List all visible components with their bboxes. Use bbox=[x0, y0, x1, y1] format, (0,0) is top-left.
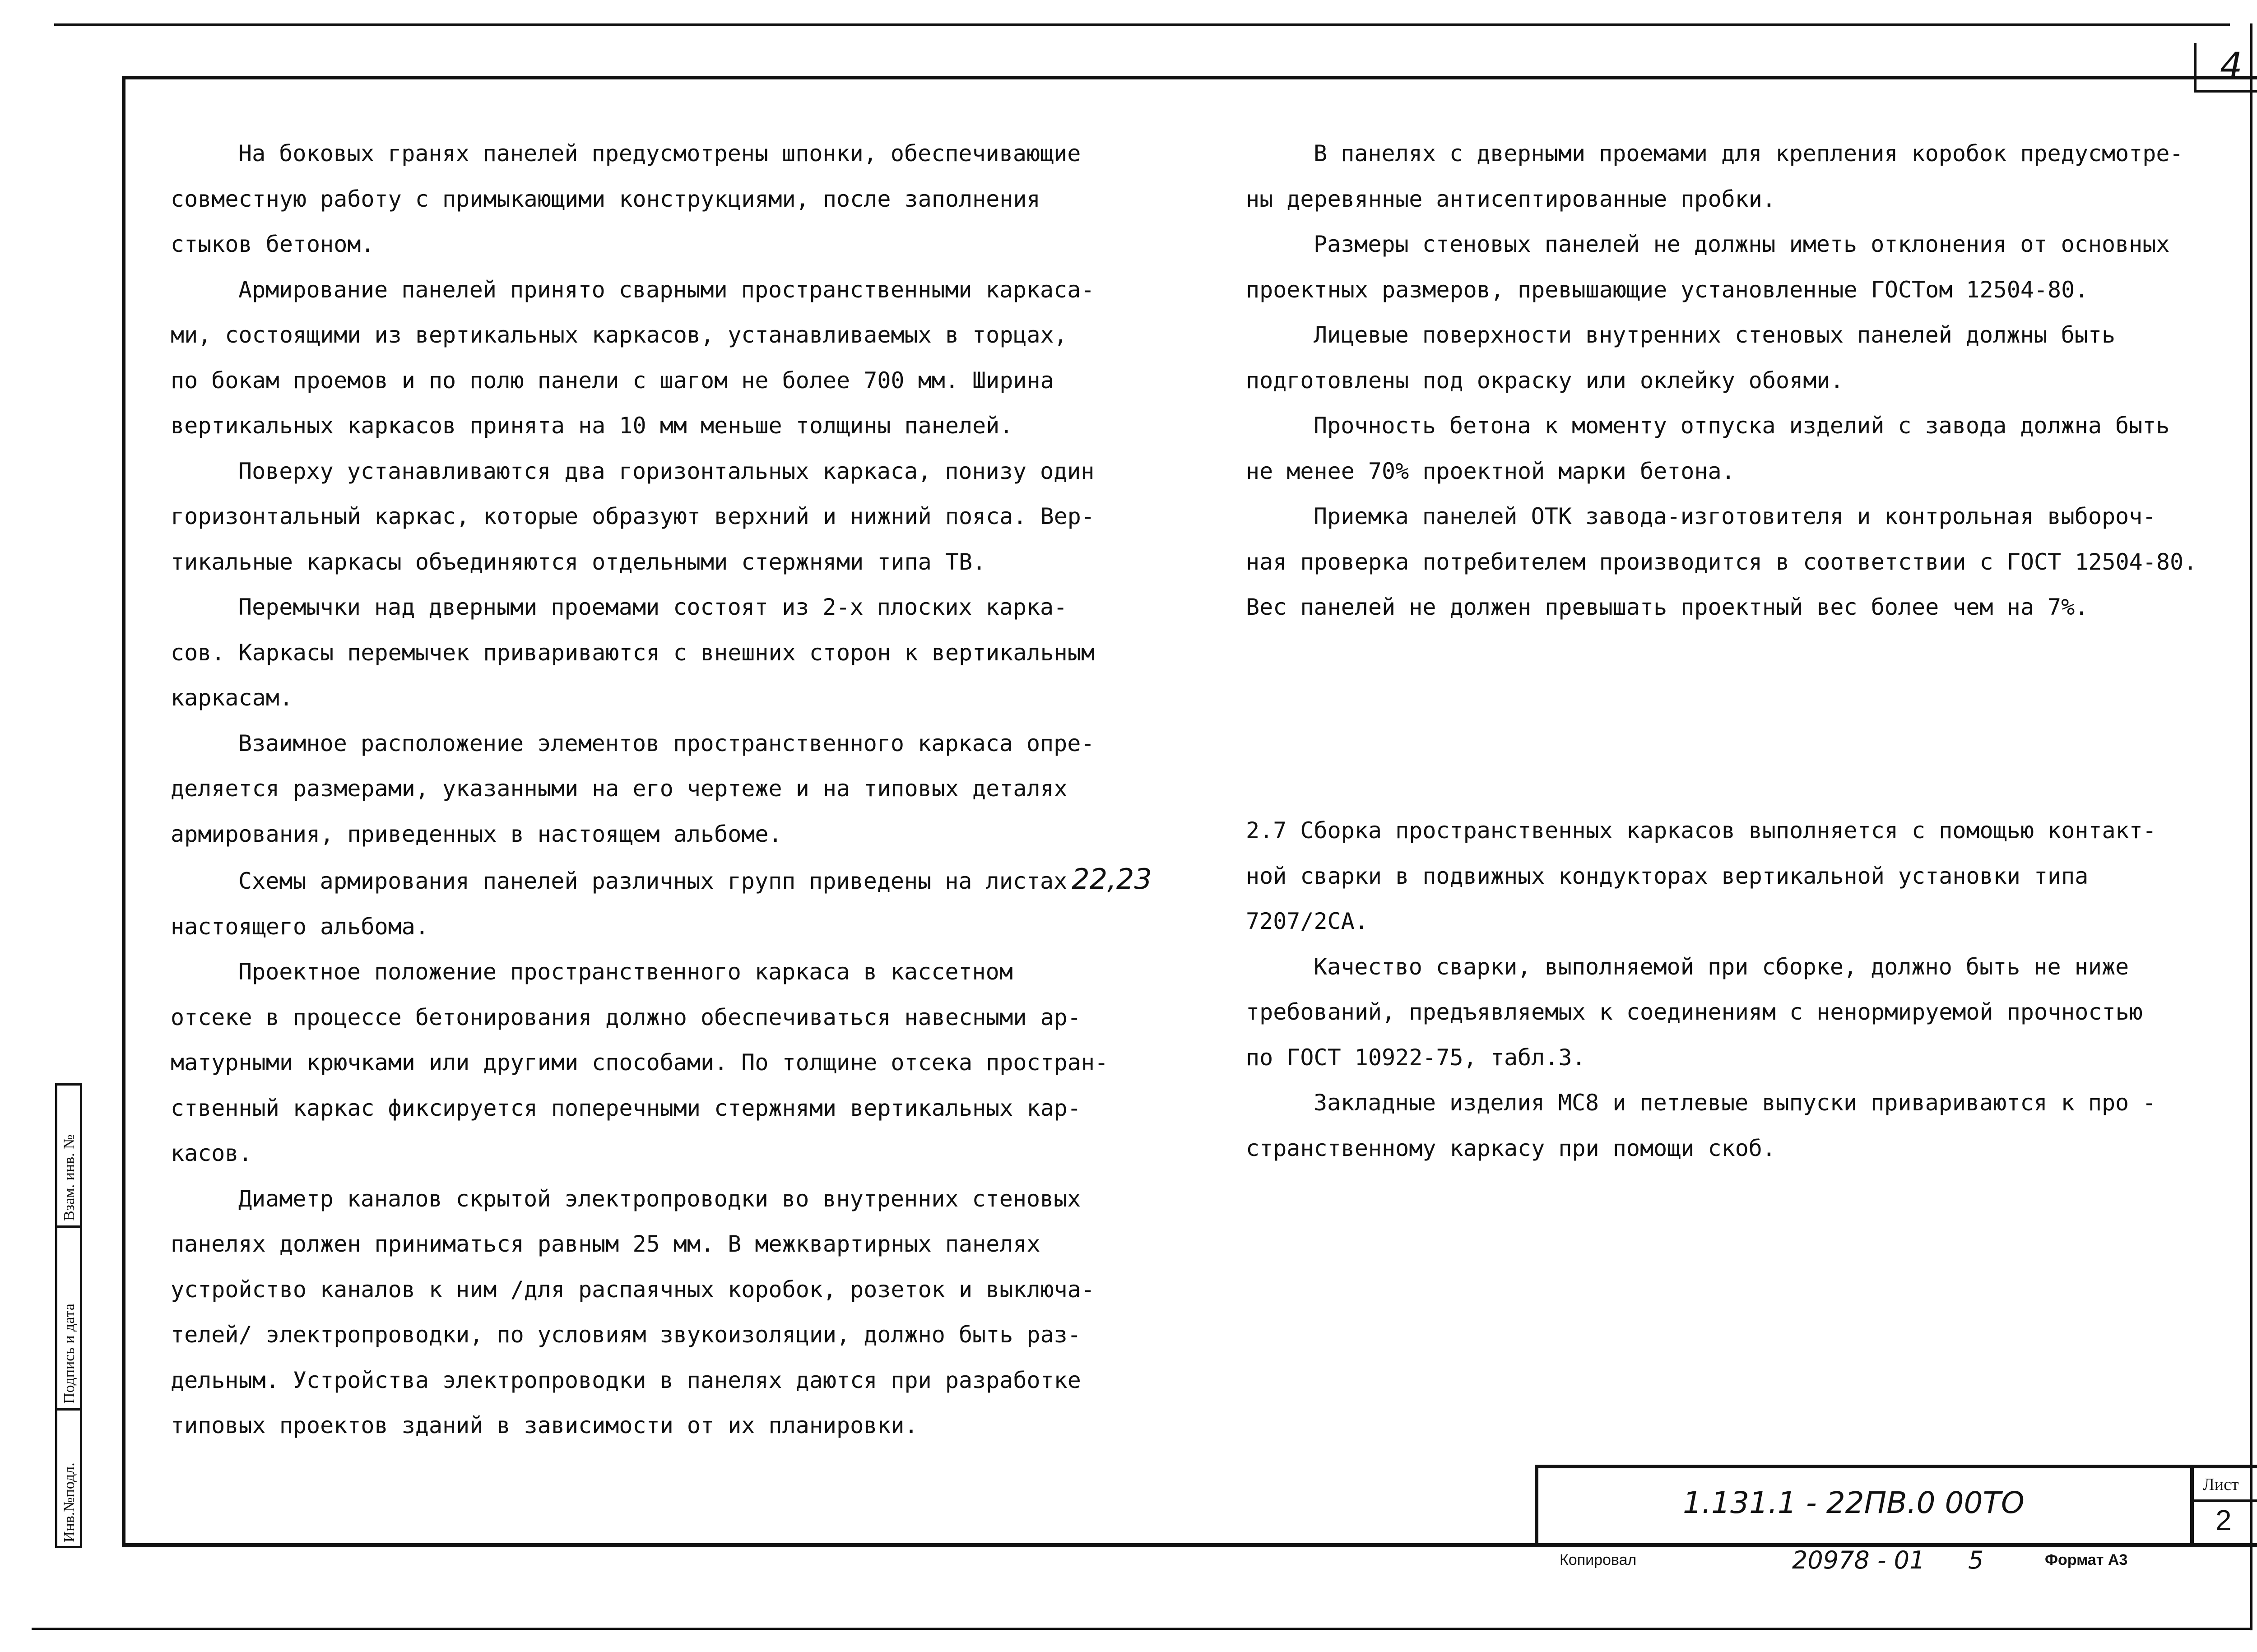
corner-page-box bbox=[2194, 43, 2257, 93]
left-column-line-text: Диаметр каналов скрытой электропроводки во внутренних стеновых bbox=[238, 1185, 1081, 1212]
left-column-line-text: ми, состоящими из вертикальных каркасов, устанавливаемых в торцах, bbox=[171, 322, 1068, 348]
right-column-bottom-line bbox=[1246, 899, 2156, 944]
left-column-line-text: вертикальных каркасов принята на 10 мм меньше толщины панелей. bbox=[171, 413, 1013, 439]
left-column-line bbox=[171, 904, 1152, 950]
right-column-top-line bbox=[1246, 403, 2197, 449]
left-column-line bbox=[171, 1131, 1152, 1176]
left-column-line bbox=[171, 1086, 1152, 1131]
corner-page-number: 4 bbox=[2220, 46, 2243, 86]
right-column-top-line-text: проектных размеров, превышающие установленные ГОСТом 12504-80. bbox=[1246, 276, 2089, 303]
left-column-line-text: телей/ электропроводки, по условиям звукоизоляции, должно быть раз- bbox=[171, 1322, 1081, 1348]
left-text-column bbox=[171, 131, 1152, 1448]
right-column-top-line bbox=[1246, 539, 2197, 585]
stamp-vzam-inv-box bbox=[55, 1083, 82, 1228]
right-column-top-line-text: подготовлены под окраску или оклейку обоями. bbox=[1246, 367, 1844, 394]
right-column-bottom-line-text: ной сварки в подвижных кондукторах вертикальной установки типа bbox=[1246, 863, 2089, 889]
left-column-line bbox=[171, 1267, 1152, 1313]
right-column-bottom-line-text: 7207/2СА. bbox=[1246, 908, 1368, 934]
left-column-line bbox=[171, 449, 1152, 494]
left-column-line bbox=[171, 131, 1152, 176]
right-column-top-line-text: Приемка панелей ОТК завода-изготовителя и контрольная выбороч- bbox=[1314, 503, 2156, 529]
left-column-line-text: армирования, приведенных в настоящем альбоме. bbox=[171, 821, 782, 847]
right-column-top-line bbox=[1246, 449, 2197, 494]
left-column-line-text: На боковых гранях панелей предусмотрены шпонки, обеспечивающие bbox=[238, 140, 1081, 167]
right-column-top-line bbox=[1246, 494, 2197, 539]
left-column-line bbox=[171, 403, 1152, 449]
right-column-bottom-line bbox=[1246, 854, 2156, 899]
left-column-line bbox=[171, 630, 1152, 676]
left-column-line bbox=[171, 222, 1152, 267]
left-column-line bbox=[171, 721, 1152, 766]
right-column-bottom-line bbox=[1246, 1080, 2156, 1126]
left-column-line bbox=[171, 949, 1152, 995]
left-column-line-text: тикальные каркасы объединяются отдельными стержнями типа ТВ. bbox=[171, 548, 986, 575]
stamp-vzam-inv-label: Взам. инв. № bbox=[61, 1134, 78, 1221]
left-column-line-text: совместную работу с примыкающими конструкциями, после заполнения bbox=[171, 186, 1040, 212]
stamp-podpis-data-label: Подпись и дата bbox=[61, 1304, 78, 1404]
left-column-line bbox=[171, 267, 1152, 313]
right-column-top-line-text: В панелях с дверными проемами для крепления коробок предусмотре- bbox=[1314, 140, 2183, 167]
stamp-podpis-data-box bbox=[55, 1225, 82, 1411]
left-column-line bbox=[171, 494, 1152, 539]
left-column-line-text: Армирование панелей принято сварными пространственными каркаса- bbox=[238, 276, 1095, 303]
right-text-column-bottom bbox=[1246, 808, 2156, 1171]
right-column-top-line bbox=[1246, 358, 2197, 404]
right-column-bottom-line bbox=[1246, 1126, 2156, 1171]
right-column-top-line-text: Лицевые поверхности внутренних стеновых панелей должны быть bbox=[1314, 322, 2116, 348]
left-column-line-text: типовых проектов зданий в зависимости от их планировки. bbox=[171, 1412, 918, 1439]
sheet-number: 2 bbox=[2215, 1504, 2232, 1536]
right-column-bottom-line bbox=[1246, 808, 2156, 854]
left-column-line-text: дельным. Устройства электропроводки в панелях даются при разработке bbox=[171, 1367, 1081, 1393]
right-column-top-line-text: ная проверка потребителем производится в соответствии с ГОСТ 12504-80. bbox=[1246, 548, 2197, 575]
right-column-bottom-line-text: Качество сварки, выполняемой при сборке, должно быть не ниже bbox=[1314, 953, 2129, 980]
left-column-line bbox=[171, 312, 1152, 358]
left-column-line bbox=[171, 1040, 1152, 1086]
left-column-line bbox=[171, 585, 1152, 630]
sheet-label-row bbox=[2194, 1468, 2257, 1502]
left-column-line-text: по бокам проемов и по полю панели с шагом не более 700 мм. Ширина bbox=[171, 367, 1054, 394]
left-column-line bbox=[171, 995, 1152, 1040]
left-column-line bbox=[171, 1221, 1152, 1267]
left-column-line-text: настоящего альбома. bbox=[171, 913, 429, 940]
right-column-top-line bbox=[1246, 131, 2197, 176]
left-column-line-text: горизонтальный каркас, которые образуют верхний и нижний пояса. Вер- bbox=[171, 503, 1095, 529]
right-column-top-line-text: Вес панелей не должен превышать проектный вес более чем на 7%. bbox=[1246, 594, 2089, 620]
left-column-line bbox=[171, 766, 1152, 812]
right-column-top-line bbox=[1246, 312, 2197, 358]
left-column-line-text: устройство каналов к ним /для распаячных коробок, розеток и выключа- bbox=[171, 1276, 1095, 1303]
left-column-line bbox=[171, 1176, 1152, 1222]
sheet-box bbox=[2190, 1465, 2257, 1547]
right-column-top-line-text: Прочность бетона к моменту отпуска изделий с завода должна быть bbox=[1314, 413, 2170, 439]
left-column-line-text: Поверху устанавливаются два горизонтальных каркаса, понизу один bbox=[238, 458, 1095, 484]
footer-order-number: 20978 - 01 bbox=[1792, 1546, 1925, 1574]
left-column-line-text: стыков бетоном. bbox=[171, 231, 375, 257]
left-column-line-text: Взаимное расположение элементов пространственного каркаса опре- bbox=[238, 730, 1095, 756]
document-designation: 1.131.1 - 22ПВ.0 00ТО bbox=[1683, 1485, 2025, 1520]
right-column-bottom-line-text: странственному каркасу при помощи скоб. bbox=[1246, 1135, 1776, 1161]
right-column-top-line bbox=[1246, 585, 2197, 630]
right-column-bottom-line bbox=[1246, 1035, 2156, 1081]
right-column-top-line bbox=[1246, 222, 2197, 267]
left-column-line bbox=[171, 1403, 1152, 1448]
right-column-top-line-text: Размеры стеновых панелей не должны иметь отклонения от основных bbox=[1314, 231, 2170, 257]
right-column-bottom-line-text: 2.7 Сборка пространственных каркасов выполняется с помощью контакт- bbox=[1246, 817, 2156, 844]
stamp-inv-podl-box bbox=[55, 1408, 82, 1548]
right-column-bottom-line-text: требований, предъявляемых к соединениям с ненормируемой прочностью bbox=[1246, 999, 2143, 1025]
left-column-line-text: Перемычки над дверными проемами состоят из 2-х плоских карка- bbox=[238, 594, 1068, 620]
left-column-line-text: касов. bbox=[171, 1140, 252, 1166]
left-column-line bbox=[171, 1358, 1152, 1403]
left-column-line-text: панелях должен приниматься равным 25 мм. В межквартирных панелях bbox=[171, 1231, 1040, 1257]
left-column-line-text: деляется размерами, указанными на его чертеже и на типовых деталях bbox=[171, 775, 1068, 802]
left-column-line bbox=[171, 675, 1152, 721]
stamp-inv-podl-label: Инв.№подл. bbox=[61, 1462, 78, 1542]
right-column-top-line-text: ны деревянные антисептированные пробки. bbox=[1246, 186, 1776, 212]
left-column-line bbox=[171, 176, 1152, 222]
left-column-line-text: Проектное положение пространственного каркаса в кассетном bbox=[238, 959, 1013, 985]
left-column-line bbox=[171, 358, 1152, 404]
right-column-bottom-line-text: Закладные изделия МС8 и петлевые выпуски привариваются к про - bbox=[1314, 1090, 2156, 1116]
left-column-line-text: сов. Каркасы перемычек привариваются с внешних сторон к вертикальным bbox=[171, 639, 1095, 666]
left-column-line bbox=[171, 812, 1152, 857]
left-column-line-text: отсеке в процессе бетонирования должно обеспечиваться навесными ар- bbox=[171, 1004, 1081, 1030]
right-column-top-line-text: не менее 70% проектной марки бетона. bbox=[1246, 458, 1735, 484]
footer-copied: Копировал bbox=[1560, 1551, 1637, 1568]
footer-order-suffix: 5 bbox=[1968, 1546, 1984, 1574]
right-column-top-line bbox=[1246, 267, 2197, 313]
footer-format: Формат А3 bbox=[2045, 1551, 2128, 1568]
left-column-line-text: каркасам. bbox=[171, 685, 293, 711]
right-column-top-line bbox=[1246, 176, 2197, 222]
top-trim-line bbox=[54, 23, 2230, 26]
title-block bbox=[1535, 1465, 2194, 1547]
sheet-label: Лист bbox=[2203, 1475, 2239, 1494]
left-column-line bbox=[171, 539, 1152, 585]
bottom-trim-line bbox=[32, 1628, 2252, 1630]
left-column-handwritten-sheets: 22,23 bbox=[1072, 863, 1152, 896]
left-column-line bbox=[171, 1312, 1152, 1358]
right-column-bottom-line bbox=[1246, 944, 2156, 990]
left-column-line bbox=[171, 857, 1152, 904]
right-text-column-top bbox=[1246, 131, 2197, 630]
right-column-bottom-line-text: по ГОСТ 10922-75, табл.3. bbox=[1246, 1044, 1586, 1071]
left-column-line-text: Схемы армирования панелей различных групп приведены на листах bbox=[238, 868, 1068, 894]
left-column-line-text: ственный каркас фиксируется поперечными стержнями вертикальных кар- bbox=[171, 1095, 1081, 1121]
right-column-bottom-line bbox=[1246, 989, 2156, 1035]
left-column-line-text: матурными крючками или другими способами. По толщине отсека простран- bbox=[171, 1049, 1109, 1076]
